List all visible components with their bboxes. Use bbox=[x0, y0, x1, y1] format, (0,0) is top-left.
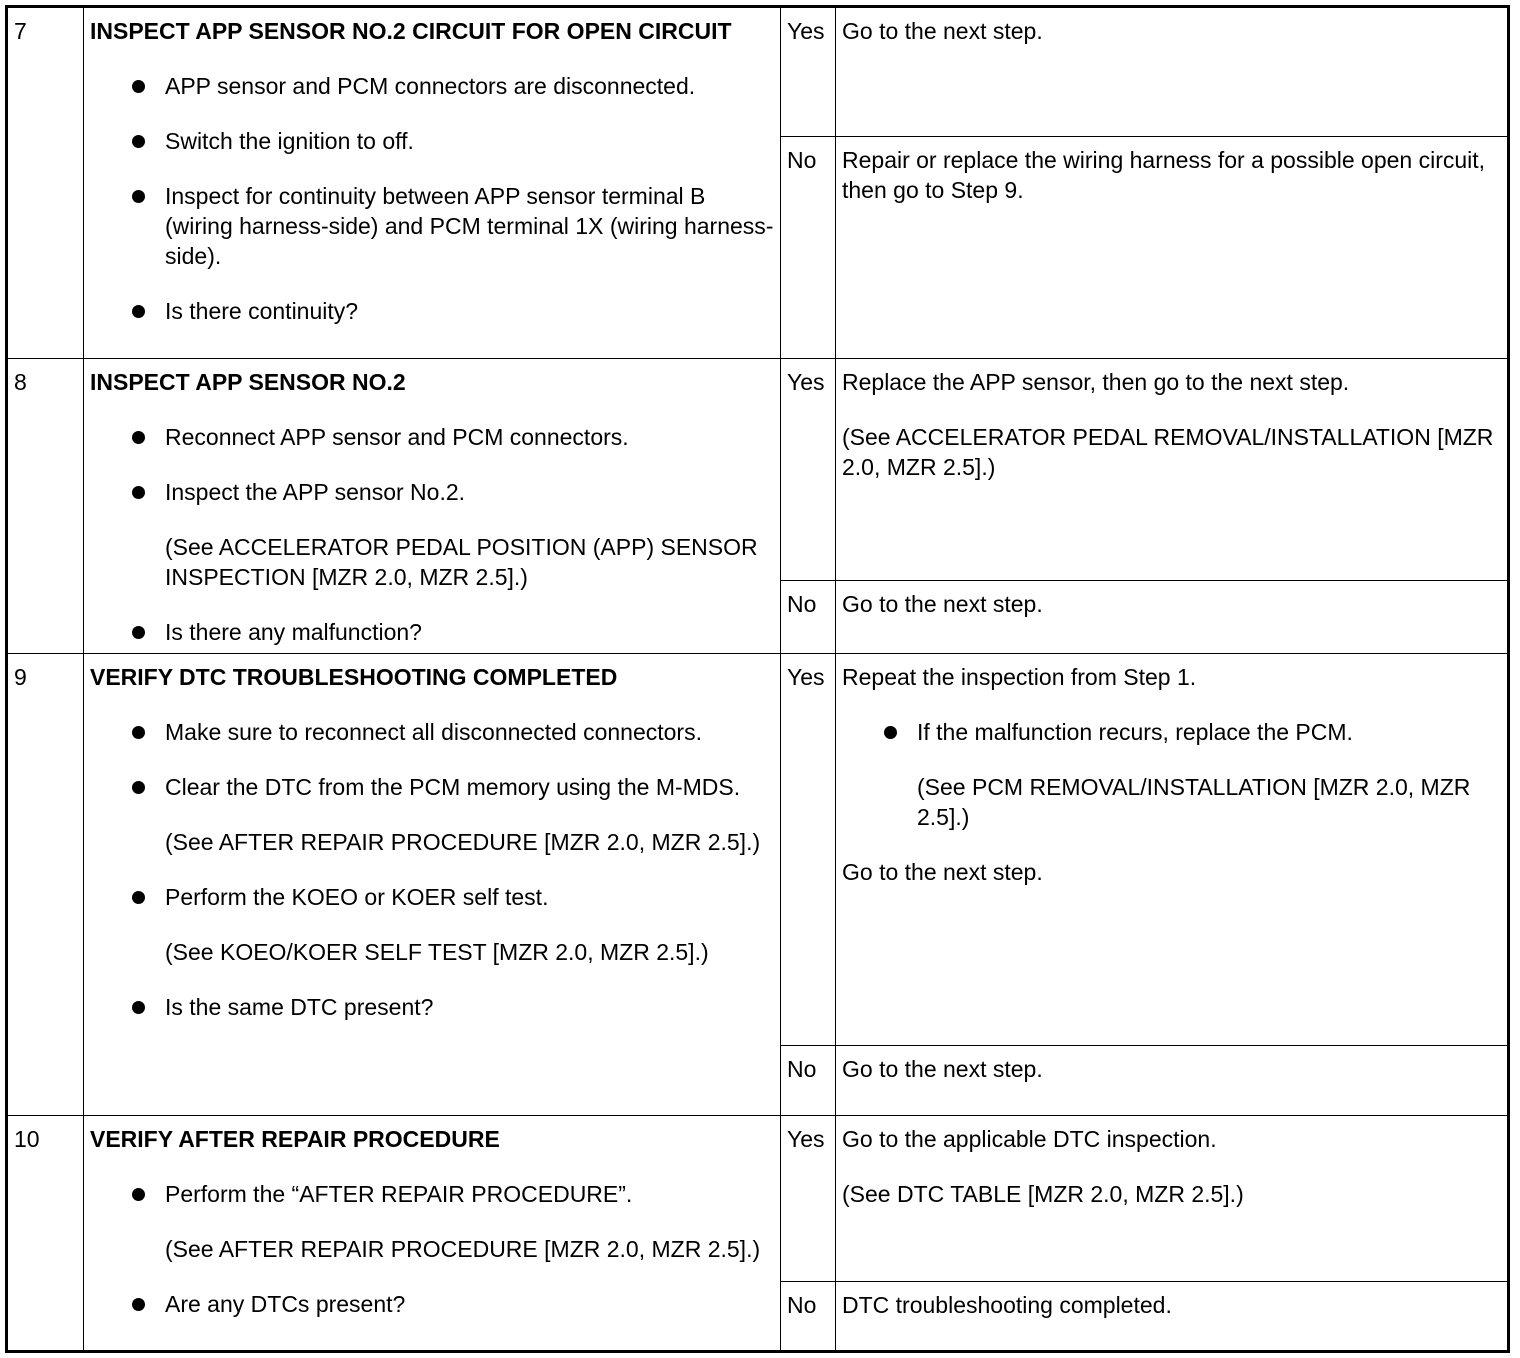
troubleshooting-table bbox=[5, 5, 1510, 1353]
bullet-text: Reconnect APP sensor and PCM connectors. bbox=[165, 424, 629, 450]
no-label: No bbox=[781, 580, 836, 654]
table-row-step-9 bbox=[7, 654, 1509, 1046]
yes-action-after: Go to the next step. bbox=[842, 859, 1043, 885]
reference-note: (See KOEO/KOER SELF TEST [MZR 2.0, MZR 2.5].) bbox=[165, 939, 709, 965]
no-action: Go to the next step. bbox=[836, 580, 1509, 654]
yes-label: Yes bbox=[781, 7, 836, 137]
step-inspection bbox=[84, 1116, 781, 1352]
list-item bbox=[165, 772, 774, 857]
yes-action: Replace the APP sensor, then go to the next step. bbox=[842, 369, 1350, 395]
reference-note: (See AFTER REPAIR PROCEDURE [MZR 2.0, MZR 2.5].) bbox=[165, 829, 761, 855]
no-action: Go to the next step. bbox=[836, 1046, 1509, 1116]
step-bullet-list bbox=[90, 717, 774, 1022]
list-item bbox=[165, 717, 774, 747]
yes-action: Go to the next step. bbox=[836, 7, 1509, 137]
yes-action: Go to the applicable DTC inspection. bbox=[842, 1126, 1217, 1152]
bullet-text: Switch the ignition to off. bbox=[165, 128, 414, 154]
step-bullet-list bbox=[90, 1179, 774, 1319]
list-item bbox=[165, 882, 774, 967]
list-item bbox=[165, 1179, 774, 1264]
bullet-text: Inspect for continuity between APP sensor terminal B (wiring harness-side) and PCM terminal 1X (wiring harness-side). bbox=[165, 183, 774, 269]
bullet-text: Is there continuity? bbox=[165, 298, 359, 324]
list-item bbox=[165, 617, 774, 647]
reference-note: (See AFTER REPAIR PROCEDURE [MZR 2.0, MZR 2.5].) bbox=[165, 1236, 761, 1262]
list-item bbox=[165, 422, 774, 452]
step-inspection bbox=[84, 654, 781, 1116]
reference-note: (See ACCELERATOR PEDAL POSITION (APP) SENSOR INSPECTION [MZR 2.0, MZR 2.5].) bbox=[165, 534, 758, 590]
step-number: 8 bbox=[7, 359, 84, 654]
bullet-text: Is the same DTC present? bbox=[165, 994, 434, 1020]
no-label: No bbox=[781, 1282, 836, 1352]
yes-label: Yes bbox=[781, 359, 836, 581]
bullet-text: Inspect the APP sensor No.2. bbox=[165, 479, 466, 505]
step-title: VERIFY DTC TROUBLESHOOTING COMPLETED bbox=[90, 664, 618, 690]
yes-action-cell bbox=[836, 1116, 1509, 1282]
step-title: INSPECT APP SENSOR NO.2 bbox=[90, 369, 406, 395]
reference-note: (See DTC TABLE [MZR 2.0, MZR 2.5].) bbox=[842, 1181, 1244, 1207]
bullet-text: Perform the “AFTER REPAIR PROCEDURE”. bbox=[165, 1181, 633, 1207]
bullet-text: If the malfunction recurs, replace the PCM. bbox=[917, 719, 1353, 745]
list-item bbox=[165, 477, 774, 592]
list-item bbox=[165, 126, 774, 156]
yes-label: Yes bbox=[781, 654, 836, 1046]
list-item bbox=[165, 992, 774, 1022]
table-row-step-7 bbox=[7, 7, 1509, 137]
step-bullet-list bbox=[90, 422, 774, 647]
bullet-text: Clear the DTC from the PCM memory using the M-MDS. bbox=[165, 774, 741, 800]
step-number: 9 bbox=[7, 654, 84, 1116]
table-row-step-8 bbox=[7, 359, 1509, 581]
step-title: INSPECT APP SENSOR NO.2 CIRCUIT FOR OPEN CIRCUIT bbox=[90, 18, 732, 44]
bullet-text: Perform the KOEO or KOER self test. bbox=[165, 884, 549, 910]
step-inspection bbox=[84, 359, 781, 654]
yes-action-cell bbox=[836, 359, 1509, 581]
yes-bullet-list bbox=[842, 717, 1501, 832]
step-bullet-list bbox=[90, 71, 774, 326]
bullet-text: Is there any malfunction? bbox=[165, 619, 422, 645]
list-item bbox=[917, 717, 1501, 832]
step-title: VERIFY AFTER REPAIR PROCEDURE bbox=[90, 1126, 500, 1152]
bullet-text: Make sure to reconnect all disconnected connectors. bbox=[165, 719, 702, 745]
reference-note: (See PCM REMOVAL/INSTALLATION [MZR 2.0, MZR 2.5].) bbox=[917, 774, 1471, 830]
yes-label: Yes bbox=[781, 1116, 836, 1282]
no-label: No bbox=[781, 1046, 836, 1116]
list-item bbox=[165, 181, 774, 271]
table-row-step-10 bbox=[7, 1116, 1509, 1282]
reference-note: (See ACCELERATOR PEDAL REMOVAL/INSTALLATION [MZR 2.0, MZR 2.5].) bbox=[842, 424, 1494, 480]
step-number: 7 bbox=[7, 7, 84, 359]
list-item bbox=[165, 1289, 774, 1319]
yes-action-cell bbox=[836, 654, 1509, 1046]
yes-action: Repeat the inspection from Step 1. bbox=[842, 664, 1197, 690]
no-action: DTC troubleshooting completed. bbox=[836, 1282, 1509, 1352]
step-number: 10 bbox=[7, 1116, 84, 1352]
list-item bbox=[165, 296, 774, 326]
bullet-text: APP sensor and PCM connectors are disconnected. bbox=[165, 73, 696, 99]
no-label: No bbox=[781, 137, 836, 359]
step-inspection bbox=[84, 7, 781, 359]
list-item bbox=[165, 71, 774, 101]
bullet-text: Are any DTCs present? bbox=[165, 1291, 406, 1317]
no-action: Repair or replace the wiring harness for a possible open circuit, then go to Step 9. bbox=[836, 137, 1509, 359]
